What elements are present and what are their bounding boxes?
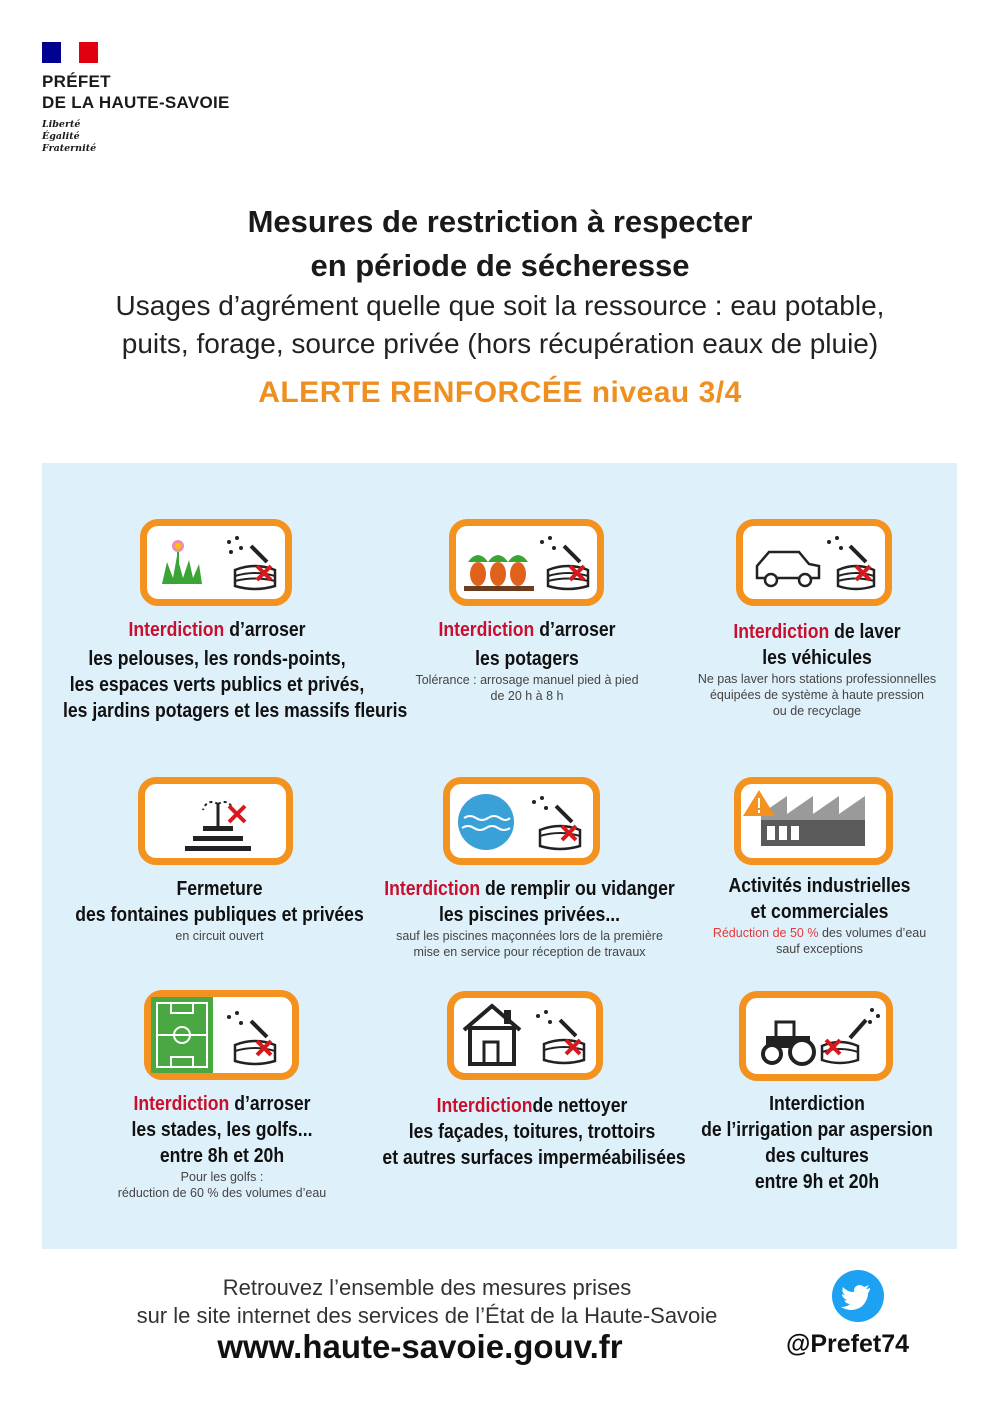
industry-caption: Activités industrielles et commerciales Réduction de 50 % des volumes d’eau sauf exceptions [712,875,927,956]
stadium-caption: Interdiction d’arroser les stades, les golfs... entre 8h et 20h Pour les golfs : réduction de 60 % des volumes d’eau [117,1093,327,1200]
alert-level: ALERTE RENFORCÉE niveau 3/4 [258,376,742,409]
stadium-icon [151,997,292,1073]
irrigation-card [739,991,893,1081]
marianne-flag-icon [42,42,98,63]
stadium-card [144,990,299,1080]
house-icon [454,998,596,1073]
fountain-card [138,777,293,865]
vegetable-garden-caption: Interdiction d’arroser les potagers Tolérance : arrosage manuel pied à pied de 20 h à 8 h [415,619,639,703]
swimming-pool-caption: Interdiction de remplir ou vidanger les piscines privées... sauf les piscines maçonnées lors de la première mise en service pour réception de travaux [384,878,675,959]
prefecture-name: PRÉFET DE LA HAUTE-SAVOIE [42,72,230,112]
republic-motto: Liberté Égalité Fraternité [42,119,97,154]
irrigation-caption: Interdiction de l’irrigation par aspersion des cultures entre 9h et 20h [701,1093,933,1193]
vehicle-washing-icon [743,526,885,599]
page-subtitle: Usages d’agrément quelle que soit la ressource : eau potable, puits, forage, source privée (hors récupération eaux de pluie) [115,290,885,359]
twitter-icon[interactable] [832,1270,884,1322]
swimming-pool-icon [450,784,593,858]
swimming-pool-card [443,777,600,865]
fountain-icon [145,784,286,858]
factory-icon [741,784,886,858]
house-cleaning-card [447,991,603,1080]
measures-panel [42,463,957,1249]
vehicle-washing-card [736,519,892,606]
vehicle-washing-caption: Interdiction de laver les véhicules Ne pas laver hors stations professionnelles équipées de système à haute pression ou de recyclage [697,621,937,718]
prefecture-logo [42,42,282,155]
vegetable-garden-card [449,519,604,606]
footer-info: Retrouvez l’ensemble des mesures prises sur le site internet des services de l’État de la Haute-Savoie [136,1275,718,1328]
industry-card [734,777,893,865]
page-title: Mesures de restriction à respecter en période de sécheresse [247,204,753,283]
lawn-watering-caption: Interdiction d’arroser les pelouses, les ronds-points, les espaces verts publics et privés, les jardins potagers et les massifs fleuris [63,619,408,722]
fountain-caption: Fermeture des fontaines publiques et privées en circuit ouvert [75,878,364,943]
house-cleaning-caption: Interdictionde nettoyer les façades, toitures, trottoirs et autres surfaces imperméabilisées [382,1095,686,1169]
twitter-handle[interactable]: @Prefet74 [786,1330,910,1358]
lawn-watering-card [140,519,292,606]
vegetable-watering-icon [456,526,597,599]
website-link[interactable]: www.haute-savoie.gouv.fr [217,1328,623,1365]
tractor-icon [746,998,886,1074]
lawn-watering-icon [147,526,285,599]
